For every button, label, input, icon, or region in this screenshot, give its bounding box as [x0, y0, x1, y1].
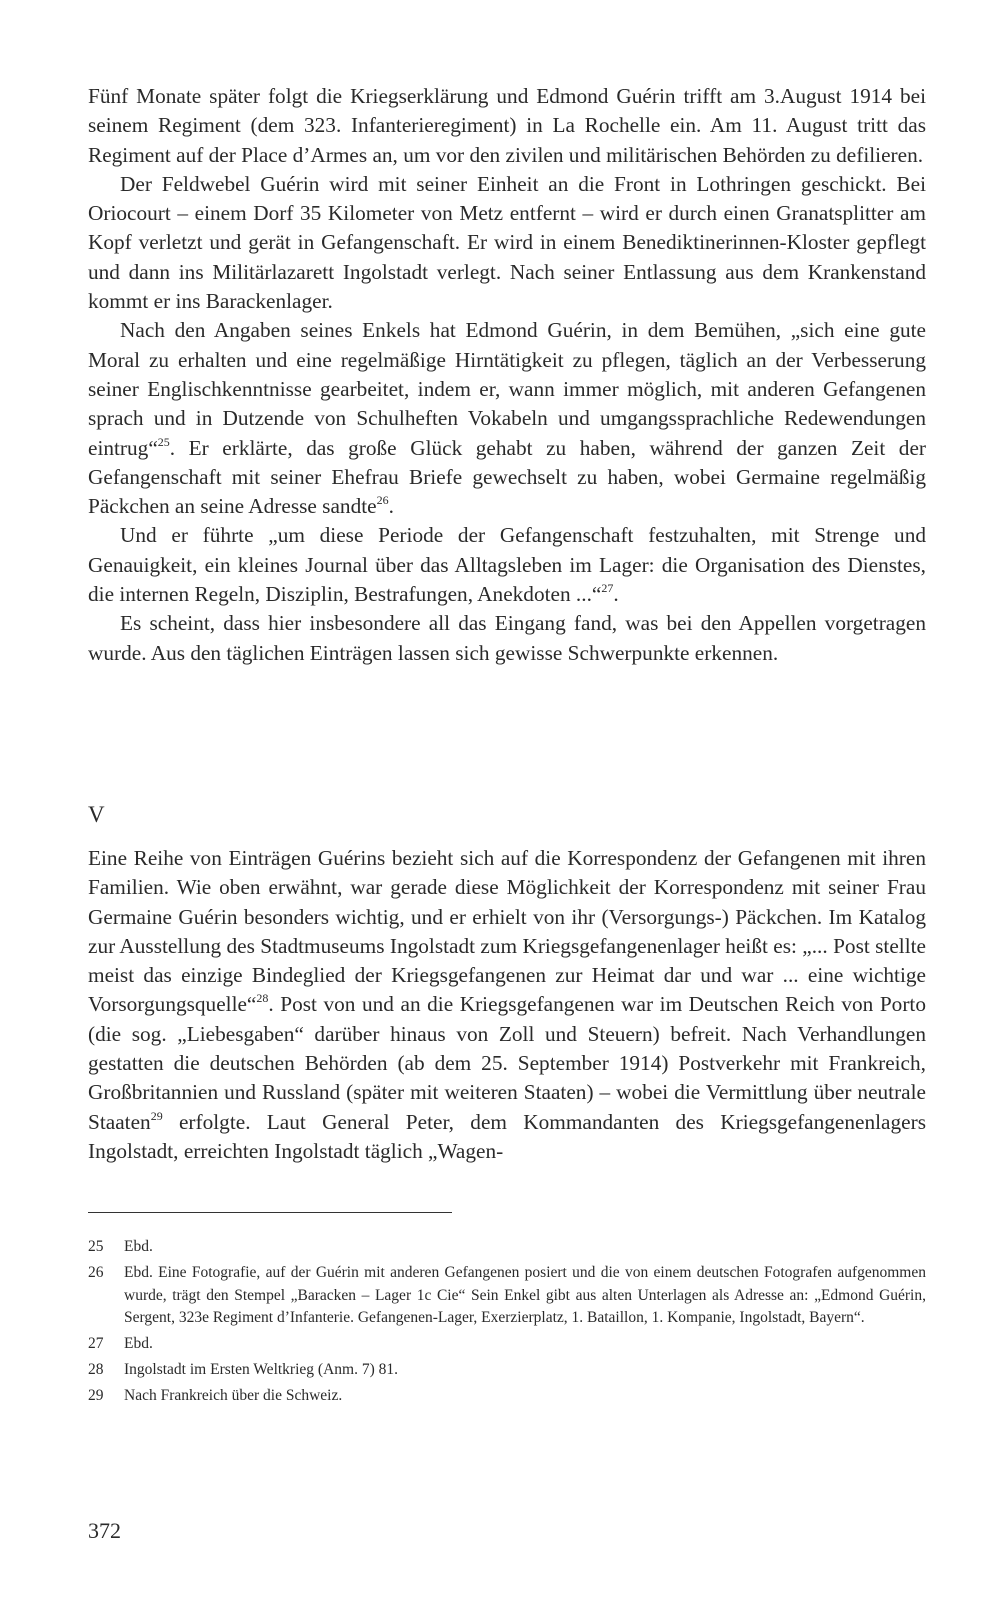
- body-text: [88, 82, 926, 668]
- paragraph-text: . Er erklärte, das große Glück gehabt zu haben, während der ganzen Zeit der Gefangenschaft mit seiner Ehefrau Briefe gewechselt zu haben, wobei Germaine regelmäßig Päckchen an seine Adresse sandte: [88, 435, 926, 519]
- footnote-number: 29: [88, 1387, 104, 1404]
- paragraph-text: Nach den Angaben seines Enkels hat Edmond Guérin, in dem Bemühen, „sich eine gute Moral zu erhalten und eine regelmäßige Hirntätigkeit zu pflegen, täglich an der Verbesserung seiner Englischkenntnisse gearbeitet, indem er, wann immer möglich, mit anderen Gefangenen sprach und in Dutzende von Schulheften Vokabeln und umgangssprachliche Redewendungen eintrug“: [88, 318, 926, 460]
- paragraph-text: . Post von und an die Kriegsgefangenen war im Deutschen Reich von Porto (die sog. „Liebesgaben“ darüber hinaus von Zoll und Steuern) befreit. Nach Verhandlungen gestatten die deutschen Behörden (ab dem 25. September 1914) Postverkehr mit Frankreich, Großbritannien und Russland (später mit weiteren Staaten) – wobei die Vermittlung über neutrale Staaten: [88, 992, 926, 1134]
- footnote-ref-29: 29: [150, 1108, 163, 1123]
- footnote-text: Ebd.: [124, 1238, 153, 1255]
- paragraph: [88, 844, 926, 1166]
- footnotes: [88, 1236, 926, 1411]
- paragraph: [88, 316, 926, 521]
- footnote-ref-26: 26: [376, 493, 389, 508]
- section-heading: V: [88, 802, 105, 827]
- footnote-number: 27: [88, 1335, 104, 1352]
- footnote: [88, 1236, 926, 1259]
- footnote-number: 28: [88, 1361, 104, 1378]
- paragraph-text: .: [388, 494, 394, 519]
- footnote-text: Nach Frankreich über die Schweiz.: [124, 1387, 343, 1404]
- footnote-ref-28: 28: [256, 991, 269, 1006]
- paragraph: [88, 82, 926, 170]
- paragraph-text: erfolgte. Laut General Peter, dem Kommandanten des Kriegsgefangenenlagers Ingolstadt, erreichten Ingolstadt täglich „Wagen-: [88, 1109, 926, 1163]
- footnote-number: 26: [88, 1264, 104, 1281]
- section-text: [88, 844, 926, 1166]
- paragraph-text: Und er führte „um diese Periode der Gefangenschaft festzuhalten, mit Strenge und Genauigkeit, ein kleines Journal über das Alltagsleben im Lager: die Organisation des Dienstes, die internen Regeln, Disziplin, Bestrafungen, Anekdoten ...“: [88, 523, 926, 607]
- footnote: [88, 1359, 926, 1382]
- paragraph-text: Es scheint, dass hier insbesondere all das Eingang fand, was bei den Appellen vorgetragen wurde. Aus den täglichen Einträgen lassen sich gewisse Schwerpunkte erkennen.: [88, 611, 926, 665]
- footnote-ref-27: 27: [601, 581, 614, 596]
- footnote-text: Ingolstadt im Ersten Weltkrieg (Anm. 7) 81.: [124, 1361, 398, 1378]
- footnote-text: Ebd.: [124, 1335, 153, 1352]
- footnote-number: 25: [88, 1238, 104, 1255]
- paragraph-text: Der Feldwebel Guérin wird mit seiner Einheit an die Front in Lothringen geschickt. Bei Oriocourt – einem Dorf 35 Kilometer von Metz entfernt – wird er durch einen Granatsplitter am Kopf verletzt und gerät in Gefangenschaft. Er wird in einem Benediktinerinnen-Kloster gepflegt und dann ins Militärlazarett Ingolstadt verlegt. Nach seiner Entlassung aus dem Krankenstand kommt er ins Barackenlager.: [88, 171, 926, 314]
- footnote: [88, 1333, 926, 1356]
- paragraph: [88, 609, 926, 668]
- footnote-text: Ebd. Eine Fotografie, auf der Guérin mit anderen Gefangenen posiert und die von einem deutschen Fotografen aufgenommen wurde, trägt den Stempel „Baracken – Lager 1c Cie“ Sein Enkel gibt aus alten Unterlagen als Adresse an: „Edmond Guérin, Sergent, 323e Regiment d’Infanterie. Gefangenen-Lager, Exerzierplatz, 1. Bataillon, 1. Kompanie, Ingolstadt, Bayern“.: [124, 1264, 926, 1326]
- footnote-ref-25: 25: [157, 434, 170, 449]
- page-number: 372: [88, 1518, 121, 1543]
- paragraph-text: .: [613, 582, 619, 607]
- footnote: [88, 1385, 926, 1408]
- footnote-divider: [88, 1212, 452, 1213]
- paragraph-text: Fünf Monate später folgt die Kriegserklärung und Edmond Guérin trifft am 3.August 1914 bei seinem Regiment (dem 323. Infanterieregiment) in La Rochelle ein. Am 11. August tritt das Regiment auf der Place d’Armes an, um vor den zivilen und militärischen Behörden zu defilieren.: [88, 84, 926, 167]
- paragraph: [88, 170, 926, 316]
- paragraph: [88, 521, 926, 609]
- footnote: [88, 1262, 926, 1330]
- paragraph-text: Eine Reihe von Einträgen Guérins bezieht sich auf die Korrespondenz der Gefangenen mit ihren Familien. Wie oben erwähnt, war gerade diese Möglichkeit der Korrespondenz mit seiner Frau Germaine Guérin besonders wichtig, und er erhielt von ihr (Versorgungs-) Päckchen. Im Katalog zur Ausstellung des Stadtmuseums Ingolstadt zum Kriegsgefangenenlager heißt es: „... Post stellte meist das einzige Bindeglied der Kriegsgefangenen zur Heimat dar und war ... eine wichtige Vorsorgungsquelle“: [88, 846, 926, 1017]
